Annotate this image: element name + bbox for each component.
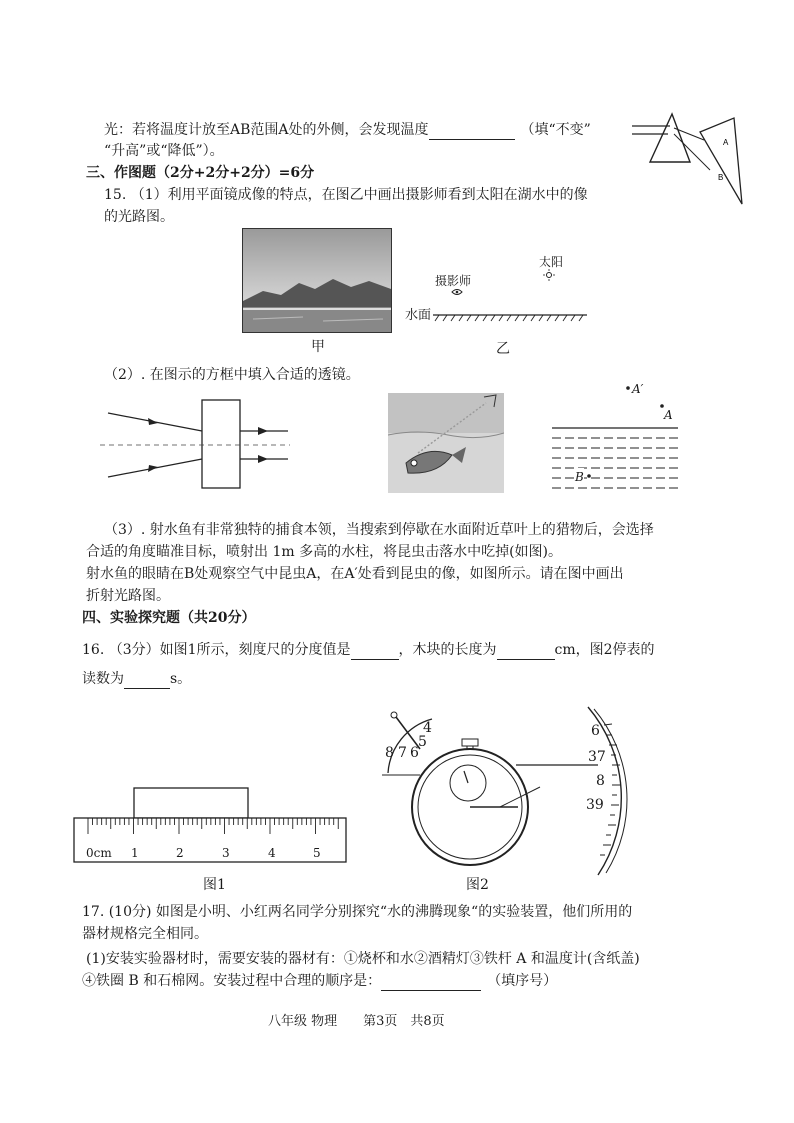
label-a: A (664, 408, 673, 422)
stopwatch-small-6: 6 (410, 745, 419, 761)
stopwatch-small-7: 7 (398, 745, 407, 761)
ruler (74, 818, 346, 862)
section3-title: 三、作图题（2分+2分+2分）=6分 (86, 165, 315, 181)
fig2-caption: 图2 (466, 877, 489, 893)
q15-1-text-line1: 15. （1）利用平面镜成像的特点，在图乙中画出摄影师看到太阳在湖水中的像 (104, 187, 588, 203)
question-text-top-line1: 光：若将温度计放至AB范围A处的外侧，会发现温度 （填“不变” (104, 122, 591, 138)
mirror-diagram-yi (405, 255, 595, 335)
label-a-prime: A′ (632, 382, 644, 396)
refraction-diagram[interactable] (552, 380, 682, 498)
stopwatch-big-39: 39 (586, 797, 604, 813)
q15-3-text-line4: 折射光路图。 (86, 588, 170, 604)
q17-1-text-line1: (1)安装实验器材时，需要安装的器材有：①烧杯和水②酒精灯③铁杆 A 和温度计(含纸盖) (86, 951, 640, 967)
question-text-top-line2: “升高”或“降低”）。 (104, 143, 224, 159)
label-photographer: 摄影师 (435, 274, 472, 288)
ruler-label-5: 5 (313, 846, 321, 860)
point-b (587, 474, 591, 478)
answer-blank-division-value[interactable] (351, 641, 399, 660)
stopwatch-small-8: 8 (385, 745, 394, 761)
prism-label-b: B (718, 173, 724, 182)
q17-text-line1: 17. (10分) 如图是小明、小红两名同学分别探究“水的沸腾现象“的实验装置，他们所用的 (82, 904, 633, 920)
stopwatch-figure (380, 705, 650, 880)
prism-label-a: A (723, 138, 729, 147)
ruler-label-1: 1 (131, 846, 139, 860)
fig-yi-caption: 乙 (496, 341, 510, 357)
label-sun: 太阳 (539, 255, 564, 269)
ruler-label-4: 4 (268, 846, 276, 860)
wooden-block (134, 788, 248, 818)
fig1-caption: 图1 (203, 877, 226, 893)
ruler-label-3: 3 (222, 846, 230, 860)
stopwatch-big-6: 6 (591, 723, 600, 739)
q15-3-text-line1: （3）. 射水鱼有非常独特的捕食本领，当搜索到停歇在水面附近草叶上的猎物后，会选择 (104, 522, 654, 538)
page-footer: 八年级 物理 第3页 共8页 (268, 1014, 445, 1029)
answer-blank-stopwatch-reading[interactable] (124, 670, 170, 689)
label-water-surface: 水面 (405, 308, 432, 323)
q15-1-text-line2: 的光路图。 (104, 209, 174, 225)
ruler-label-0: 0cm (86, 846, 112, 860)
answer-blank-temperature[interactable] (429, 121, 515, 140)
q17-text-line2: 器材规格完全相同。 (82, 926, 208, 942)
q15-3-text-line3: 射水鱼的眼睛在B处观察空气中昆虫A，在A′处看到昆虫的像，如图所示。请在图中画出 (86, 566, 624, 582)
stopwatch-small-4: 4 (423, 720, 432, 736)
lens-box-diagram[interactable] (100, 395, 300, 495)
lake-photo (242, 228, 392, 333)
label-b: B (575, 470, 584, 484)
fig-jia-caption: 甲 (311, 339, 325, 355)
stopwatch-small-5: 5 (418, 734, 427, 750)
q17-1-text-line2: ④铁圈 B 和石棉网。安装过程中合理的顺序是： （填序号） (82, 973, 558, 989)
prism-diagram (630, 108, 750, 208)
ruler-label-2: 2 (176, 846, 184, 860)
ruler-figure (72, 786, 352, 866)
point-a-prime (626, 386, 630, 390)
archer-fish-photo (388, 393, 504, 493)
q16-text-line2: 读数为 s。 (82, 671, 192, 687)
section4-title: 四、实验探究题（共20分） (82, 610, 256, 626)
answer-blank-block-length[interactable] (497, 641, 555, 660)
q16-text-line1: 16. （3分）如图1所示，刻度尺的分度值是 ，木块的长度为 cm，图2停表的 (82, 642, 655, 658)
q15-3-text-line2: 合适的角度瞄准目标，喷射出 1m 多高的水柱，将昆虫击落水中吃掉(如图)。 (86, 544, 563, 560)
stopwatch-big-8: 8 (596, 773, 605, 789)
stopwatch-big-37: 37 (588, 749, 606, 765)
q15-2-text: （2）. 在图示的方框中填入合适的透镜。 (104, 367, 360, 383)
answer-blank-install-order[interactable] (381, 972, 481, 991)
